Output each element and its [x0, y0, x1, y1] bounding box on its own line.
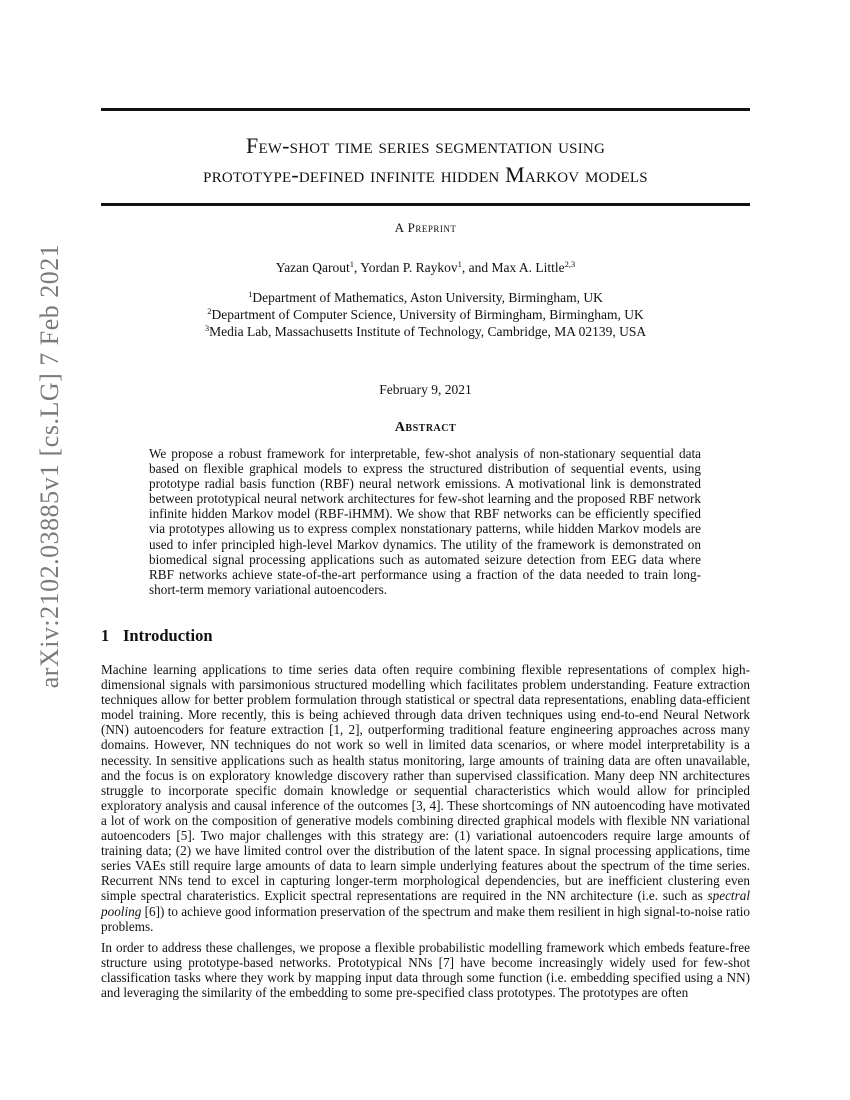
affiliation-text: Department of Computer Science, University of Birmingham, Birmingham, UK	[211, 307, 644, 322]
arxiv-side-stamp: arXiv:2102.03885v1 [cs.LG] 7 Feb 2021	[35, 243, 64, 689]
affiliation-mark: 1	[248, 289, 253, 299]
title-rule-bottom	[101, 203, 750, 206]
affiliation-text: Department of Mathematics, Aston University, Birmingham, UK	[252, 290, 603, 305]
author-name: Yordan P. Raykov	[360, 260, 458, 275]
author-separator: ,	[354, 260, 361, 275]
author-list	[101, 260, 750, 276]
abstract-text: We propose a robust framework for interpretable, few-shot analysis of non-stationary sequential data based on flexible graphical models to express the structured distribution of sequential events, using prototype radial basis function (RBF) neural network emissions. A motivational link is demonstrated between prototypical neural network architectures for few-shot learning and the proposed RBF network infinite hidden Markov model (RBF-iHMM). We show that RBF networks can be efficiently specified via prototypes allowing us to express complex nonstationary patterns, while hidden Markov models are used to infer principled high-level Markov dynamics. The utility of the framework is demonstrated on biomedical signal processing applications such as automated seizure detection from EEG data where RBF networks achieve state-of-the-art performance using a fraction of the data needed to train long-short-term memory variational autoencoders.	[149, 446, 701, 597]
title-line-1	[101, 131, 750, 160]
affiliation-mark: 2	[207, 306, 212, 316]
author-affiliation-mark: 1	[349, 259, 355, 269]
section-number: 1	[101, 626, 110, 645]
section-title: Introduction	[123, 626, 213, 645]
title-line-2-initial: M	[505, 162, 525, 187]
paragraph-text: [6]) to achieve good information preservation of the spectrum and make them resilient in high signal-to-noise ratio problems.	[101, 903, 750, 934]
paragraph-text: Machine learning applications to time series data often require combining flexible representations of complex high-dimensional signals with parsimonious structured modelling which facilitates problem understanding. Feature extraction techniques allow for better problem formulation through statistical or spectral data representations, enabling data-efficient model training. More recently, this is being achieved through data driven techniques using end-to-end Neural Network (NN) autoencoders for feature extraction [1, 2], outperforming traditional feature engineering approaches across many domains. However, NN techniques do not work so well in limited data scenarios, or where model interpretability is a necessity. In sensitive applications such as health status monitoring, large amounts of training data are often unavailable, and the focus is on exploratory knowledge discovery rather than supervised classification. Many deep NN architectures struggle to incorporate specific domain knowledge or sequential characteristics which would allow for principled exploratory analysis and causal inference of the outcomes [3, 4]. These shortcomings of NN autoencoding have motivated a lot of work on the composition of generative models combining directed graphical models with flexible NN variational autoencoders [5]. Two major challenges with this strategy are: (1) variational autoencoders require large amounts of training data; (2) we have limited control over the distribution of the latent space. In signal processing applications, time series VAEs still require large amounts of data to learn simple underlying features about the spectrum of the time series. Recurrent NNs tend to excel in capturing longer-term morphological dependencies, but are inefficient clustering even simple spectral charateristics. Explicit spectral representations are required in the NN architecture (i.e. such as	[101, 662, 750, 904]
preprint-label: A Preprint	[394, 220, 457, 235]
affiliation-line	[101, 306, 750, 323]
emphasis-text: spectral pooling	[101, 888, 750, 919]
author-name: Max A. Little	[491, 260, 565, 275]
body-text	[101, 662, 750, 1006]
affiliation-text: Media Lab, Massachusetts Institute of Technology, Cambridge, MA 02139, USA	[209, 324, 647, 339]
author-name: Yazan Qarout	[275, 260, 350, 275]
publication-date: February 9, 2021	[379, 382, 472, 397]
abstract-heading: Abstract	[394, 420, 457, 435]
title-line-2-start: prototype-defined infinite hidden	[203, 162, 506, 187]
section-heading	[101, 626, 213, 646]
author-affiliation-mark: 2,3	[564, 259, 576, 269]
title-rule-top	[101, 108, 750, 111]
affiliation-list	[101, 289, 750, 340]
affiliation-line	[101, 323, 750, 340]
title-line-2-end: arkov models	[524, 162, 648, 187]
author-separator: , and	[461, 260, 492, 275]
paper-title	[101, 131, 750, 189]
title-line-1-initial: F	[246, 133, 259, 158]
author-affiliation-mark: 1	[457, 259, 462, 269]
paragraph	[101, 662, 750, 934]
affiliation-mark: 3	[204, 323, 210, 333]
affiliation-line	[101, 289, 750, 306]
title-line-2	[101, 160, 750, 189]
title-line-1-rest: ew-shot time series segmentation using	[258, 133, 605, 158]
paragraph: In order to address these challenges, we propose a flexible probabilistic modelling framework which embeds feature-free structure using prototype-based networks. Prototypical NNs [7] have become increasingly widely used for few-shot classification tasks where they work by mapping input data through some function (i.e. embedding specified using a NN) and leveraging the similarity of the embedding to some pre-specified class prototypes. The prototypes are often	[101, 939, 750, 1000]
